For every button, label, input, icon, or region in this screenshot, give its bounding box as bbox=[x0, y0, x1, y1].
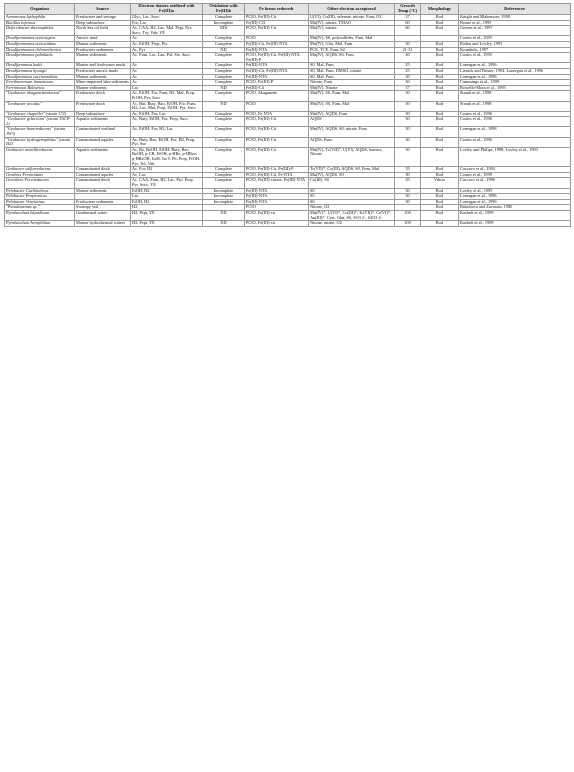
cell-electron-acceptors: Nitrate, Fum bbox=[309, 80, 395, 86]
cell-electron-donors: Lac bbox=[131, 85, 203, 91]
header-organism: Organism bbox=[5, 4, 75, 15]
cell-morphology: Rod bbox=[421, 199, 459, 205]
cell-organism: Pyrobaculum Islandicum bbox=[5, 210, 75, 220]
cell-morphology: Rod bbox=[421, 41, 459, 47]
cell-electron-acceptors: AQDS bbox=[309, 117, 395, 127]
cell-growth-temp: 40 bbox=[395, 53, 421, 63]
cell-oxidation: Complete bbox=[203, 74, 245, 80]
table-row bbox=[5, 53, 571, 63]
cell-organism: Pelobacter Propionicus bbox=[5, 194, 75, 200]
cell-organism: "Geobacter akaganeitreducens" bbox=[5, 91, 75, 101]
cell-electron-acceptors: S0, Mal, Fum bbox=[309, 63, 395, 69]
cell-oxidation: Incomplete bbox=[203, 20, 245, 26]
cell-electron-acceptors: Mn(IV), Glut, Mal, Fum bbox=[309, 41, 395, 47]
cell-organism: Ferribacterium limneticum bbox=[5, 80, 75, 86]
cell-fe-forms: Fe(III)-NTA bbox=[245, 74, 309, 80]
cell-oxidation: ND bbox=[203, 85, 245, 91]
cell-electron-donors: Ac, CAA, Fum, H2, Lac, Pro, Prop, Pyr, Succ, YE bbox=[131, 178, 203, 188]
cell-reference: Lonergan et al., 1996 bbox=[459, 194, 571, 200]
table-row bbox=[5, 221, 571, 227]
table-row bbox=[5, 68, 571, 74]
cell-oxidation: Complete bbox=[203, 111, 245, 117]
cell-electron-donors: Ac, But, Buty, Bzo, EtOH, For, Fum, H2, Lac, Mal, Prop, PrOH, Pyr, Succ bbox=[131, 101, 203, 111]
cell-source: Marine hydrothermal waters bbox=[75, 221, 131, 227]
cell-electron-acceptors: PCE, TCE, Fum, S2- bbox=[309, 47, 395, 53]
cell-growth-temp: 37 bbox=[395, 15, 421, 21]
table-row bbox=[5, 101, 571, 111]
cell-electron-donors: Ac bbox=[131, 68, 203, 74]
cell-oxidation: ND bbox=[203, 47, 245, 53]
cell-electron-acceptors: Co(III), S0 bbox=[309, 178, 395, 188]
table-row bbox=[5, 210, 571, 220]
header-electron-acceptors: Other electron acceptorsd bbox=[309, 4, 395, 15]
cell-fe-forms: PCIO bbox=[245, 205, 309, 211]
cell-source: Freshwater sediments bbox=[75, 47, 131, 53]
cell-fe-forms: Fe(III)-Cit, Fe(III)-NTA bbox=[245, 68, 309, 74]
cell-organism: "Geobacter arculus" bbox=[5, 101, 75, 111]
cell-morphology: Rod bbox=[421, 15, 459, 21]
cell-electron-donors: Ac, EtOH, For, Fum, H2, Mal, Prop, PrOH, Pyr, Succ bbox=[131, 91, 203, 101]
cell-electron-acceptors: Mn(IV), Nitrate bbox=[309, 85, 395, 91]
cell-fe-forms: PCIO bbox=[245, 36, 309, 42]
cell-reference: Lonergan et al., 1996 bbox=[459, 199, 571, 205]
cell-electron-acceptors: Tc(VII)*, Co(III), AQDS, S0, Fum, Mal bbox=[309, 167, 395, 173]
cell-organism: Desulfuromonas acetoxidans bbox=[5, 41, 75, 47]
cell-reference: Straub et al., 1998 bbox=[459, 91, 571, 101]
cell-electron-donors: EtOH, H2 bbox=[131, 188, 203, 194]
cell-oxidation: ND bbox=[203, 221, 245, 227]
cell-organism: Pelobacter Venetianus bbox=[5, 199, 75, 205]
cell-organism: Geobacter metallireducens bbox=[5, 147, 75, 166]
table-row bbox=[5, 178, 571, 188]
cell-electron-acceptors: Mn(IV), nitrate bbox=[309, 26, 395, 36]
cell-organism: "Pseudomonas sp." bbox=[5, 205, 75, 211]
cell-organism: Pyrobaculum Aerophilum bbox=[5, 221, 75, 227]
cell-growth-temp: 30 bbox=[395, 127, 421, 137]
cell-oxidation: Incomplete bbox=[203, 188, 245, 194]
cell-reference: Greene et al., 1997 bbox=[459, 26, 571, 36]
cell-source: Aquatic sediments bbox=[75, 117, 131, 127]
cell-electron-donors: Ac, EtOH, Prop, Pyr bbox=[131, 41, 203, 47]
cell-reference: Kashefi et al., 1999 bbox=[459, 210, 571, 220]
cell-organism: Pelobacter Carbinolicus bbox=[5, 188, 75, 194]
cell-source: Freshwater sediments bbox=[75, 199, 131, 205]
cell-fe-forms: PCIO, Fe(III)-Cit, Fe-NTA bbox=[245, 172, 309, 178]
cell-reference: Lonergan et al., 1996 bbox=[459, 74, 571, 80]
cell-oxidation: Complete bbox=[203, 137, 245, 147]
cell-electron-donors: Ac, EtOH, For, H2, Lac bbox=[131, 127, 203, 137]
header-reference: Referencee bbox=[459, 4, 571, 15]
cell-growth-temp: 37 bbox=[395, 85, 421, 91]
cell-reference: Lovley et al., 1995 bbox=[459, 188, 571, 194]
cell-reference: Coates et al., 1996 bbox=[459, 137, 571, 147]
cell-reference: Coates et al., 1995 bbox=[459, 53, 571, 63]
header-growth-temp: Growth Temp (°C) bbox=[395, 4, 421, 15]
cell-organism: "Geobacter grbiciium" (strain TACP-2) bbox=[5, 117, 75, 127]
cell-oxidation: Complete bbox=[203, 167, 245, 173]
cell-oxidation: Complete bbox=[203, 91, 245, 101]
cell-source: Contaminated ditch bbox=[75, 178, 131, 188]
cell-electron-acceptors: Nitrate, nitrite, O2 bbox=[309, 221, 395, 227]
cell-oxidation: Complete bbox=[203, 41, 245, 47]
cell-oxidation: Complete bbox=[203, 172, 245, 178]
cell-morphology: Rod bbox=[421, 117, 459, 127]
cell-organism: Geothrix Fermentans bbox=[5, 172, 75, 178]
cell-morphology: Rod bbox=[421, 111, 459, 117]
cell-oxidation: Complete bbox=[203, 68, 245, 74]
cell-fe-forms: PCIO, Fe-NTA bbox=[245, 111, 309, 117]
cell-source: Marine sediments bbox=[75, 53, 131, 63]
cell-source: Marine sediments bbox=[75, 85, 131, 91]
cell-oxidation: Complete bbox=[203, 15, 245, 21]
header-source: Source bbox=[75, 4, 131, 15]
cell-electron-donors: Ac, Fum, Lac, Lau, Pal, Ste, Succ bbox=[131, 53, 203, 63]
cell-source: Freshwater and sewage bbox=[75, 15, 131, 21]
cell-growth-temp: 25 bbox=[395, 68, 421, 74]
cell-reference: Kashefi et al., 1999 bbox=[459, 221, 571, 227]
cell-electron-donors: Ac, Pyr bbox=[131, 47, 203, 53]
cell-reference: Knight and Blakemore, 1998 bbox=[459, 15, 571, 21]
cell-morphology: Rod bbox=[421, 205, 459, 211]
cell-electron-acceptors: Mn(IV), Tc(VII)*, U(VI), AQDS, humics, Nitrate bbox=[309, 147, 395, 166]
cell-oxidation: Complete bbox=[203, 147, 245, 166]
table-row bbox=[5, 91, 571, 101]
cell-reference: Caccavo et al., 1996 bbox=[459, 178, 571, 188]
cell-morphology: Rod bbox=[421, 188, 459, 194]
table-row bbox=[5, 127, 571, 137]
table-row bbox=[5, 172, 571, 178]
cell-fe-forms: PCIO bbox=[245, 101, 309, 111]
cell-fe-forms: Fe(III)-NTA bbox=[245, 63, 309, 69]
cell-reference: Caccavo et al., 1994 bbox=[459, 167, 571, 173]
cell-growth-temp: 30 bbox=[395, 111, 421, 117]
cell-electron-donors: Lac bbox=[131, 194, 203, 200]
cell-morphology: Rod bbox=[421, 101, 459, 111]
cell-organism: Bacillus infernus bbox=[5, 20, 75, 26]
cell-reference: Coates et al., 1995 bbox=[459, 36, 571, 42]
cell-oxidation: Complete bbox=[203, 36, 245, 42]
cell-fe-forms: Fe(III)-Cit bbox=[245, 85, 309, 91]
cell-fe-forms: Fe(III)-NTA bbox=[245, 199, 309, 205]
cell-source: Freshwater ditch bbox=[75, 101, 131, 111]
cell-fe-forms: PCIO, Fe(III)-Cit, Fe(III)-P bbox=[245, 167, 309, 173]
cell-electron-donors: Ac bbox=[131, 80, 203, 86]
cell-electron-donors: H2, Pept, YE bbox=[131, 221, 203, 227]
cell-oxidation: Incomplete bbox=[203, 199, 245, 205]
cell-growth-temp: 30 bbox=[395, 194, 421, 200]
header-electron-donors: Electron donors oxidized with Fe(III)a bbox=[131, 4, 203, 15]
cell-morphology: Rod bbox=[421, 194, 459, 200]
cell-growth-temp: 60 bbox=[395, 20, 421, 26]
cell-electron-acceptors: Mn(IV), nitrate, TMAO bbox=[309, 20, 395, 26]
cell-fe-forms: PCIO, Fe(III)-Cit bbox=[245, 147, 309, 166]
cell-electron-donors: Ac, Lac bbox=[131, 172, 203, 178]
cell-organism: Geobacter sulfurreducens bbox=[5, 167, 75, 173]
table-body bbox=[5, 15, 571, 227]
cell-source: Contaminated wetland bbox=[75, 127, 131, 137]
cell-source: Marine and freshwater muds bbox=[75, 63, 131, 69]
cell-organism: Desulfuromusa kysingii bbox=[5, 68, 75, 74]
cell-growth-temp: 100 bbox=[395, 221, 421, 227]
cell-morphology: Rod bbox=[421, 210, 459, 220]
cell-electron-acceptors: Mn(IV), S0, Fum, Mal bbox=[309, 91, 395, 101]
cell-organism: "Geobacter chapellei" (strain 172) bbox=[5, 111, 75, 117]
cell-fe-forms: PCIO, Fe(III)-cit bbox=[245, 210, 309, 220]
cell-electron-donors: Ac, Buty, Bzo, EtOH, For, H2, Prop, Pyr, Suc bbox=[131, 137, 203, 147]
table-row bbox=[5, 41, 571, 47]
cell-fe-forms: Fe(III)-NTA bbox=[245, 194, 309, 200]
cell-growth-temp: 30 bbox=[395, 117, 421, 127]
cell-source: Geothermal water bbox=[75, 210, 131, 220]
cell-reference: Cummings et al., 1999 bbox=[459, 80, 571, 86]
cell-organism: Deferribacter thermophilus bbox=[5, 26, 75, 36]
cell-oxidation: Complete bbox=[203, 117, 245, 127]
cell-fe-forms: PCIO, Fe(III)-Cit bbox=[245, 137, 309, 147]
cell-growth-temp: 30 bbox=[395, 91, 421, 101]
cell-electron-acceptors: S0 bbox=[309, 194, 395, 200]
cell-growth-temp: 30 bbox=[395, 137, 421, 147]
cell-source: Swampy soil bbox=[75, 205, 131, 211]
cell-growth-temp: 60 bbox=[395, 26, 421, 36]
cell-organism: Desulfuromonas palmitatis bbox=[5, 53, 75, 63]
cell-electron-acceptors: S0 bbox=[309, 199, 395, 205]
cell-electron-acceptors: S0, Mal, Fum bbox=[309, 74, 395, 80]
cell-source: Freshwater ditch bbox=[75, 91, 131, 101]
cell-electron-acceptors: S0 bbox=[309, 188, 395, 194]
cell-fe-forms: Fe(III)-Cl3 bbox=[245, 20, 309, 26]
table-row bbox=[5, 167, 571, 173]
cell-fe-forms: Fe(III)-NTA bbox=[245, 188, 309, 194]
cell-electron-acceptors: U(VI), Co(III), selenate, nitrate, Fum, O2 bbox=[309, 15, 395, 21]
cell-fe-forms: PCIO, Akaganeite bbox=[245, 91, 309, 101]
cell-electron-acceptors: AQDS, Fum bbox=[309, 137, 395, 147]
cell-electron-donors: Ac bbox=[131, 36, 203, 42]
header-row bbox=[5, 4, 571, 15]
cell-reference: Coates et al., 1996 bbox=[459, 111, 571, 117]
cell-electron-donors: Ac, For, H2 bbox=[131, 167, 203, 173]
header-morphology: Morphology bbox=[421, 4, 459, 15]
cell-electron-donors: H2 bbox=[131, 205, 203, 211]
cell-source: Contaminated aquifer bbox=[75, 137, 131, 147]
cell-fe-forms: PCIO, Fe(III)-cit bbox=[245, 221, 309, 227]
cell-morphology: Rod bbox=[421, 137, 459, 147]
cell-electron-acceptors: Nitrate, O2 bbox=[309, 205, 395, 211]
cell-fe-forms: Fe(III)-Cit, Fe(III)-NTA bbox=[245, 41, 309, 47]
cell-oxidation: Incomplete bbox=[203, 194, 245, 200]
cell-organism: Desulfuromonas chloroethenica bbox=[5, 47, 75, 53]
cell-reference: Boone et al., 1995 bbox=[459, 20, 571, 26]
cell-electron-acceptors: Mn(IV), AQDS, S0 bbox=[309, 172, 395, 178]
table-row bbox=[5, 26, 571, 36]
cell-organism: Aeromonas hydrophila bbox=[5, 15, 75, 21]
cell-fe-forms: PCIO, Fe(III)-Cit bbox=[245, 26, 309, 36]
cell-source: Aquatic sediments bbox=[75, 147, 131, 166]
cell-electron-donors: Ac, Bz, BzOH, EtOH, Buty, Bzo, BzOH, p-CR, EtOH, p-HBz, p-HBzo, p-HBzOH, IsoB, IsoV, Ph, Prop, PrOH, Pyr, Tol, Valr bbox=[131, 147, 203, 166]
cell-source: Contaminated aquifer bbox=[75, 172, 131, 178]
cell-organism: "Geobacter hydrogenophilus" (strain H2) bbox=[5, 137, 75, 147]
cell-source: Marine sediments bbox=[75, 41, 131, 47]
cell-morphology: Rod bbox=[421, 85, 459, 91]
cell-organism: Geovibrio Ferrireducens bbox=[5, 178, 75, 188]
cell-electron-donors: Ac, Buty, EtOH, For, Prop, Succ bbox=[131, 117, 203, 127]
header-fe-forms: Fe forms reducedc bbox=[245, 4, 309, 15]
cell-fe-forms: PCIO, Fe(III)-Cit bbox=[245, 117, 309, 127]
cell-reference: Straub et al., 1998 bbox=[459, 101, 571, 111]
cell-source: Deep subsurface bbox=[75, 20, 131, 26]
cell-source: Anoxic mud bbox=[75, 36, 131, 42]
cell-growth-temp: 30 bbox=[395, 101, 421, 111]
cell-organism: "Geobacter humireducens" (strain JW3) bbox=[5, 127, 75, 137]
cell-growth-temp: 30 bbox=[395, 172, 421, 178]
cell-oxidation: Complete bbox=[203, 178, 245, 188]
cell-oxidation: Complete bbox=[203, 53, 245, 63]
cell-growth-temp: 30 bbox=[395, 41, 421, 47]
cell-electron-acceptors: Mn(IV)*, U(VI)*, Co(III)*, Tc(VII)*, Cr(VI)*, Au(III)*, Cyst, Glut, S0, SO3 2-, S2O3 2- bbox=[309, 210, 395, 220]
cell-growth-temp: 30 bbox=[395, 188, 421, 194]
cell-organism: Desulfuromonas acetexigens bbox=[5, 36, 75, 42]
cell-growth-temp: 35 bbox=[395, 178, 421, 188]
cell-morphology: Rod bbox=[421, 20, 459, 26]
cell-morphology: Rod bbox=[421, 80, 459, 86]
cell-reference: Balashova and Zavarzin, 1980 bbox=[459, 205, 571, 211]
cell-organism: Ferrimonas Balearica bbox=[5, 85, 75, 91]
cell-reference: Coates et al., 1996 bbox=[459, 117, 571, 127]
cell-oxidation: ND bbox=[203, 210, 245, 220]
cell-reference: Liesack and Finster, 1994; Lonergan et al., 1996 bbox=[459, 68, 571, 74]
table-row bbox=[5, 137, 571, 147]
cell-growth-temp: 30 bbox=[395, 74, 421, 80]
cell-growth-temp: 30 bbox=[395, 80, 421, 86]
cell-source: Deep subsurface bbox=[75, 111, 131, 117]
cell-organism: Desulfuromusa succinoxidans bbox=[5, 74, 75, 80]
cell-electron-donors: Glyc, Lac, Succ bbox=[131, 15, 203, 21]
cell-electron-donors: Ac, EtOH, For, Lac bbox=[131, 111, 203, 117]
cell-fe-forms: PCIO, Fe(III)-P bbox=[245, 80, 309, 86]
table-row bbox=[5, 147, 571, 166]
cell-source: Freshwater anoxic muds bbox=[75, 68, 131, 74]
cell-oxidation: ND bbox=[203, 101, 245, 111]
cell-electron-donors: H2, Pept, YE bbox=[131, 210, 203, 220]
cell-morphology: Rod bbox=[421, 172, 459, 178]
cell-electron-donors: Ac bbox=[131, 74, 203, 80]
cell-electron-donors: EtOH, H2 bbox=[131, 199, 203, 205]
cell-source: North Sea oil field bbox=[75, 26, 131, 36]
cell-source: Marine sediments bbox=[75, 188, 131, 194]
cell-fe-forms: PCIO, Fe(III)-Cit bbox=[245, 15, 309, 21]
cell-growth-temp: 30 bbox=[395, 147, 421, 166]
cell-electron-donors: For, Lac bbox=[131, 20, 203, 26]
cell-reference: Lonergan et al., 1998 bbox=[459, 127, 571, 137]
cell-fe-forms: PCIO, Fe(III)-Cit, Fe(III)-NTA, Fe(III)-P bbox=[245, 53, 309, 63]
cell-growth-temp: 25 bbox=[395, 63, 421, 69]
cell-morphology: Rod bbox=[421, 127, 459, 137]
cell-oxidation: Complete bbox=[203, 80, 245, 86]
cell-morphology: Rod bbox=[421, 91, 459, 101]
cell-morphology: Rod bbox=[421, 221, 459, 227]
cell-electron-donors: Ac, CAA, H2, Lac, Mal, Pept, Pyr, Succ, Try, Valr, YE bbox=[131, 26, 203, 36]
cell-morphology: Vibrio bbox=[421, 178, 459, 188]
cell-reference: Lonergan et al., 1996 bbox=[459, 63, 571, 69]
table-header bbox=[5, 4, 571, 15]
cell-source: Marine sediments bbox=[75, 74, 131, 80]
cell-organism: Desulfuromusa bakii bbox=[5, 63, 75, 69]
cell-electron-acceptors: Mn(IV), AQDS, Fum bbox=[309, 111, 395, 117]
cell-reference: Krumholz, 1997 bbox=[459, 47, 571, 53]
table-row bbox=[5, 117, 571, 127]
cell-growth-temp: 100 bbox=[395, 210, 421, 220]
cell-fe-forms: PCIO, Fe(III)-Cit bbox=[245, 127, 309, 137]
cell-morphology: Rod bbox=[421, 53, 459, 63]
cell-morphology: Rod bbox=[421, 147, 459, 166]
cell-source: Contaminated ditch bbox=[75, 167, 131, 173]
cell-morphology: Rod bbox=[421, 26, 459, 36]
cell-growth-temp: 21-31 bbox=[395, 47, 421, 53]
cell-morphology: Rod bbox=[421, 63, 459, 69]
cell-fe-forms: PCIO, Fe(III)-citrate, Fe(III)-NTA bbox=[245, 178, 309, 188]
cell-fe-forms: Fe(III)-NTA bbox=[245, 47, 309, 53]
iron-reducers-table bbox=[4, 3, 571, 227]
header-oxidation: Oxidation with Fe(III)b bbox=[203, 4, 245, 15]
cell-electron-acceptors: Mn(IV), S0, polysulfides, Fum, Mal bbox=[309, 36, 395, 42]
cell-electron-acceptors: S0, Mal, Fum, DMSO, nitrate bbox=[309, 68, 395, 74]
cell-oxidation: Complete bbox=[203, 63, 245, 69]
cell-electron-acceptors: Mn(IV), AQDS, S0, nitrate, Fum bbox=[309, 127, 395, 137]
cell-electron-acceptors: Mn(IV), S0, Fum, Mal bbox=[309, 101, 395, 111]
cell-morphology: Rod bbox=[421, 74, 459, 80]
cell-oxidation: Complete bbox=[203, 127, 245, 137]
cell-electron-acceptors: Mn(IV), AQDS, S0, Fum bbox=[309, 53, 395, 63]
cell-reference: Roden and Lovley, 1993 bbox=[459, 41, 571, 47]
cell-growth-temp: 35 bbox=[395, 167, 421, 173]
cell-morphology: Rod bbox=[421, 47, 459, 53]
cell-growth-temp: 30 bbox=[395, 199, 421, 205]
cell-source: Mine-impacted lake sediments bbox=[76, 79, 129, 85]
cell-morphology: Rod bbox=[421, 68, 459, 74]
cell-morphology: Rod bbox=[421, 167, 459, 173]
cell-oxidation: NDf bbox=[203, 26, 245, 36]
cell-reference: Lovley and Philips, 1988; Lovley et al., 1993 bbox=[459, 147, 571, 166]
cell-reference: Coates et al., 1999 bbox=[459, 172, 571, 178]
cell-electron-donors: Ac bbox=[131, 63, 203, 69]
cell-reference: Rossello-Mora et al., 1995 bbox=[459, 85, 571, 91]
